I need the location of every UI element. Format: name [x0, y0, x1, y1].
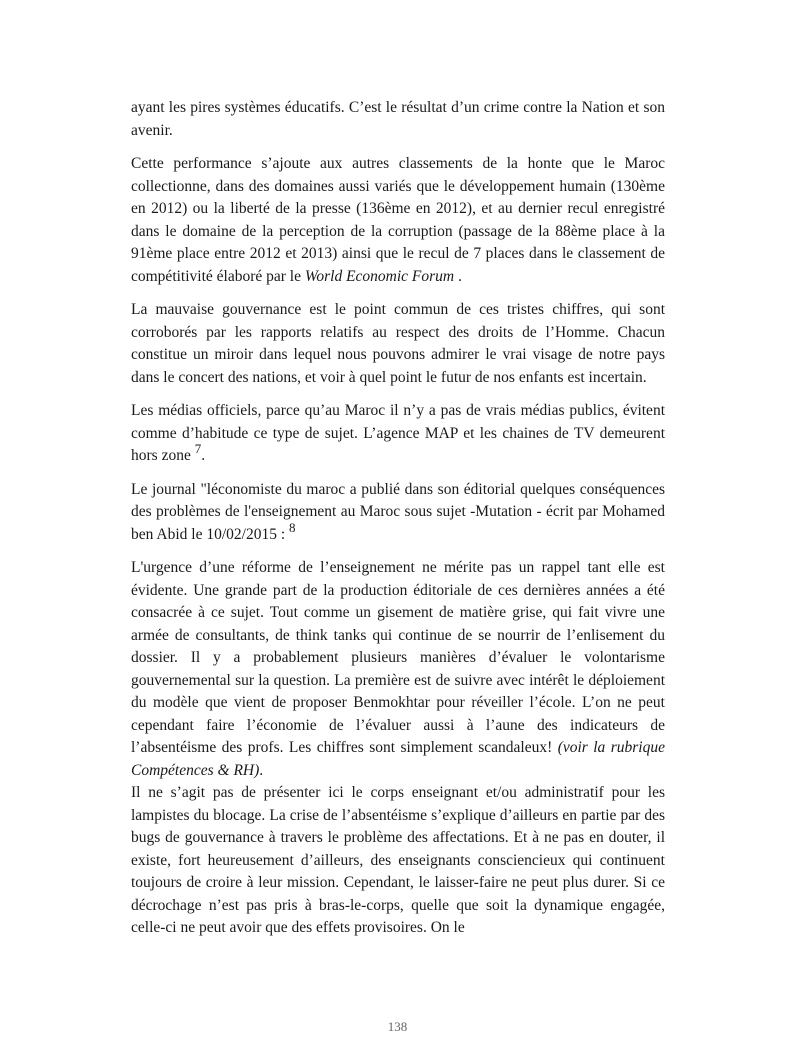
paragraph-rankings	[131, 153, 665, 288]
italic-reference: (voir la rubrique Compétences & RH)	[131, 739, 665, 779]
paragraph-text: ayant les pires systèmes éducatifs. C’est le résultat d’un crime contre la Nation et son avenir.	[131, 99, 665, 139]
body-text	[131, 97, 665, 940]
page-number: 138	[387, 1019, 408, 1034]
paragraph-governance	[131, 299, 665, 389]
paragraph-text: Les médias officiels, parce qu’au Maroc il n’y a pas de vrais médias publics, évitent comme d’habitude ce type de sujet. L’agence MAP et les chaines de TV demeurent hors zone	[131, 402, 665, 464]
paragraph-text: La mauvaise gouvernance est le point commun de ces tristes chiffres, qui sont corroborés par les rapports relatifs au respect des droits de l’Homme. Chacun constitue un miroir dans lequel nous pouvons admirer le vrai visage de notre pays dans le concert des nations, et voir à quel point le futur de nos enfants est incertain.	[131, 301, 665, 386]
paragraph-journal	[131, 479, 665, 547]
paragraph-text: Cette performance s’ajoute aux autres classements de la honte que le Maroc collectionne, dans des domaines aussi variés que le développement humain (130ème en 2012) ou la liberté de la presse (136ème en 2012), et au dernier recul enregistré dans le domaine de la perception de la corruption (passage de la 88ème place à la 91ème place entre 2012 et 2013) ainsi que le recul de 7 places dans le classement de compétitivité élaboré par le	[131, 155, 665, 285]
footnote-ref-7[interactable]: 7	[194, 440, 202, 456]
paragraph-text: Le journal "léconomiste du maroc a publié dans son éditorial quelques conséquences des problèmes de l'enseignement au Maroc sous sujet -Mutation - écrit par Mohamed ben Abid le 10/02/2015 :	[131, 480, 665, 543]
paragraph-end: .	[201, 447, 206, 464]
paragraph-absenteeism	[131, 782, 665, 940]
italic-reference: World Economic Forum	[304, 267, 455, 285]
paragraph-text: L'urgence d’une réforme de l’enseignement ne mérite pas un rappel tant elle est évidente. Une grande part de la production éditoriale de ces dernières années a été consacrée à ce sujet. Tout comme un gisement de matière grise, qui fait vivre une armée de consultants, de think tanks qui continue de se nourrir de l’enlisement du dossier. Il y a probablement plusieurs manières d’évaluer le volontarisme gouvernemental sur la question. La première est de suivre avec intérêt le déploiement du modèle que vient de proposer Benmokhtar pour réveiller l’école. L’on ne peut cependant faire l’économie de l’évaluer aussi à l’aune des indicateurs de l’absentéisme des profs. Les chiffres sont simplement scandaleux!	[131, 559, 665, 756]
footnote-ref-8[interactable]: 8	[289, 519, 296, 535]
paragraph-end: .	[259, 761, 264, 779]
paragraph-continuation	[131, 97, 665, 142]
paragraph-text: Il ne s’agit pas de présenter ici le corps enseignant et/ou administratif pour les lampistes du blocage. La crise de l’absentéisme s’explique d’ailleurs en partie par des bugs de gouvernance à travers le problème des affectations. Et à ne pas en douter, il existe, fort heureusement d’ailleurs, des enseignants consciencieux qui continuent toujours de croire à leur mission. Cependant, le laisser-faire ne peut plus durer. Si ce décrochage n’est pas pris à bras-le-corps, quelle que soit la dynamique engagée, celle-ci ne peut avoir que des effets provisoires. On le	[131, 784, 665, 936]
paragraph-reform	[131, 557, 665, 782]
paragraph-media	[131, 400, 665, 468]
paragraph-end: .	[454, 267, 462, 285]
